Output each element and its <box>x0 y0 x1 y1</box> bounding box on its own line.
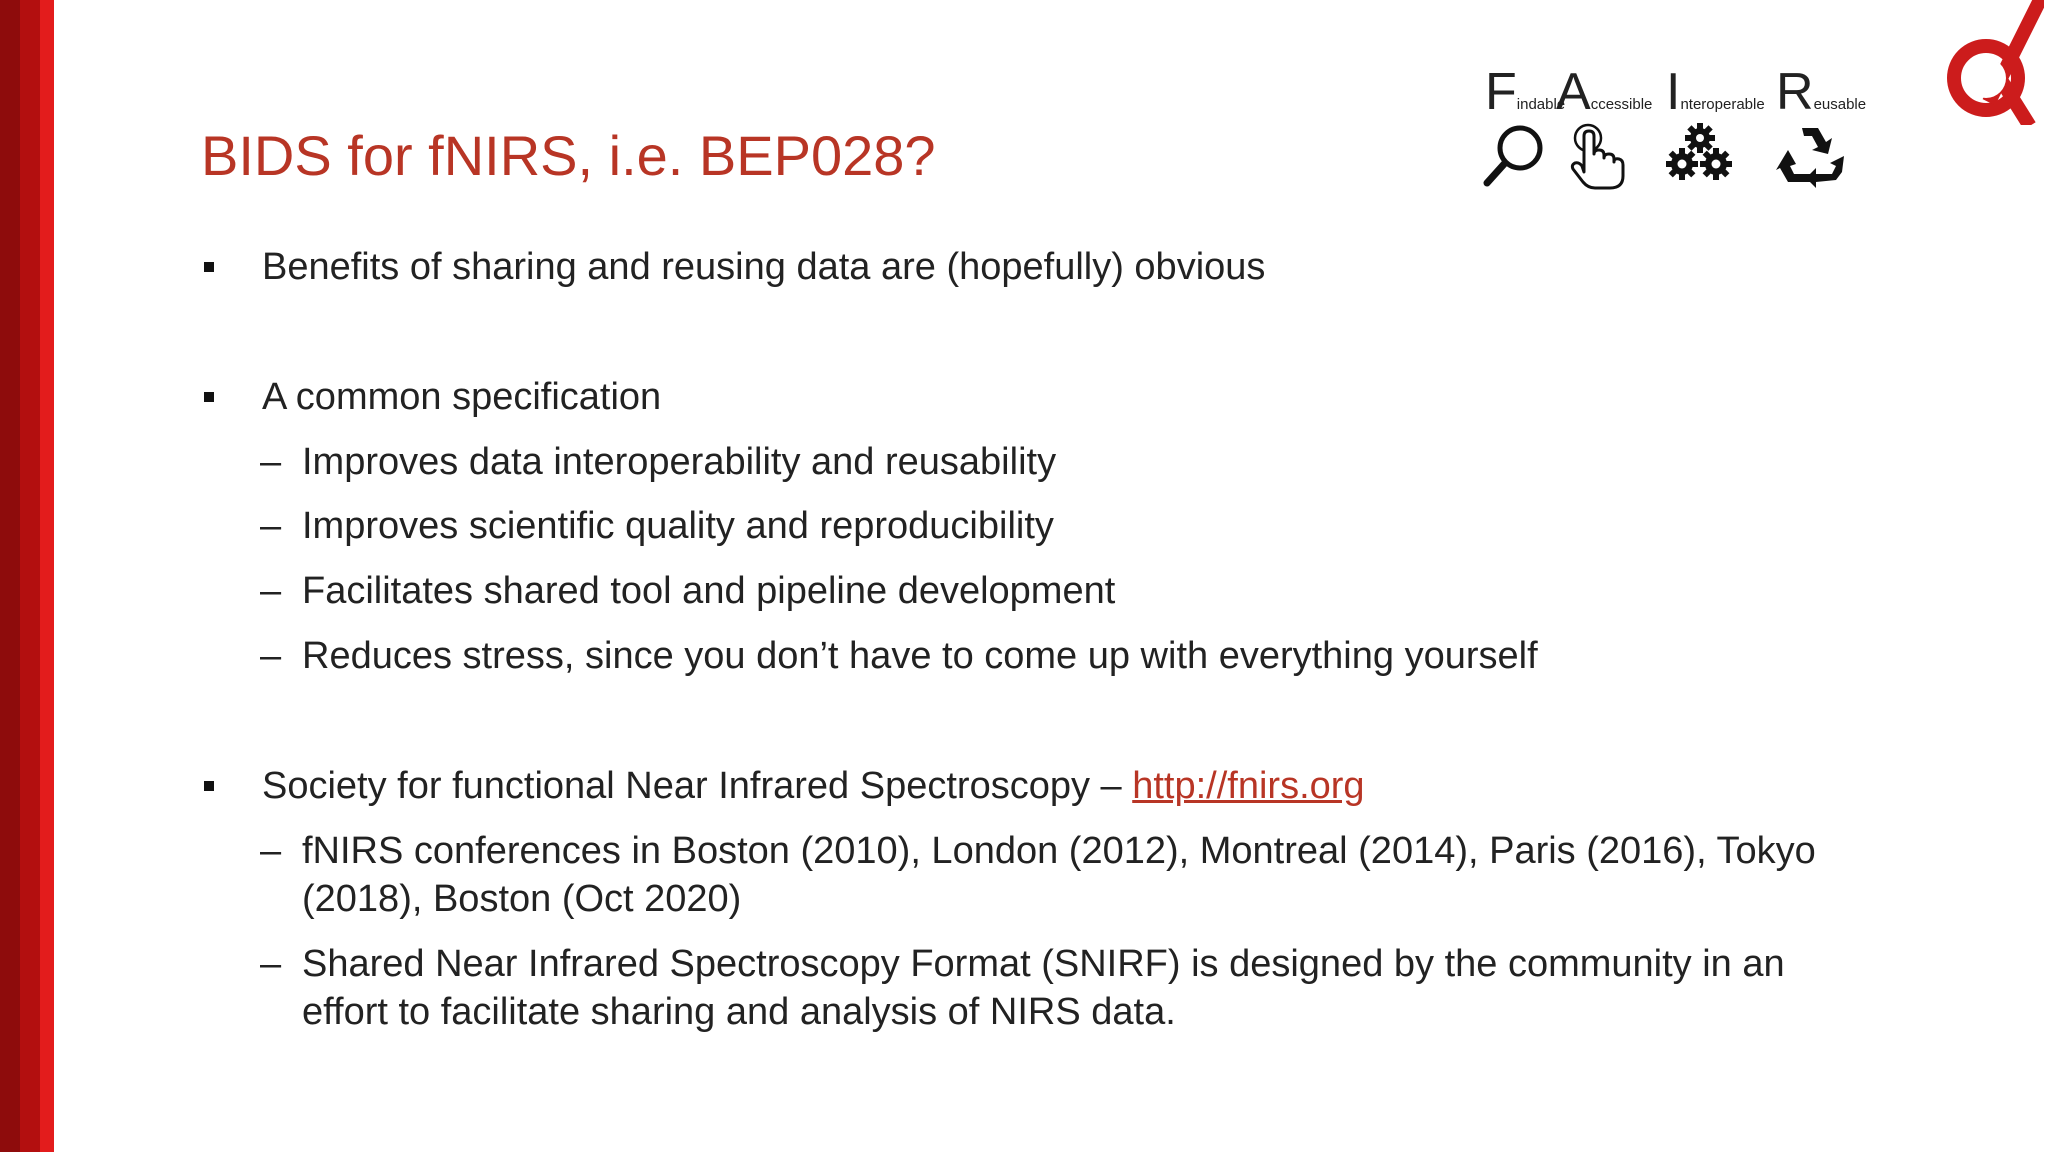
bullet-benefits <box>262 243 1265 291</box>
left-bar-light <box>40 0 54 1152</box>
fair-reusable <box>1776 62 1866 122</box>
bullet-benefits-text: Benefits of sharing and reusing data are (hopefully) obvious <box>262 246 1266 288</box>
fair-interoperable <box>1666 62 1765 122</box>
fair-accessible <box>1556 62 1652 122</box>
bullet-society <box>262 762 1365 810</box>
sub-bullet-text: (2018), Boston (Oct 2020) <box>302 878 742 920</box>
fair-findable <box>1485 62 1565 122</box>
sub-bullet-conferences <box>260 827 1816 875</box>
fair-findable-letter: F <box>1485 63 1517 121</box>
bullet-society-text: Society for functional Near Infrared Spectroscopy – <box>262 765 1133 807</box>
sub-bullet-quality <box>260 502 1054 550</box>
sub-bullet-tools <box>260 567 1116 615</box>
left-bar-mid <box>20 0 40 1152</box>
dash-marker: – <box>260 570 282 612</box>
sub-bullet-text: Improves scientific quality and reproducibility <box>302 505 1054 547</box>
bullet-common-spec <box>262 373 661 421</box>
sub-bullet-text: Shared Near Infrared Spectroscopy Format (SNIRF) is designed by the community in an <box>302 943 1785 985</box>
sub-bullet-snirf-cont <box>302 988 1176 1036</box>
dash-marker: – <box>260 505 282 547</box>
fair-interoperable-letter: I <box>1666 63 1681 121</box>
fair-interoperable-rest: nteroperable <box>1680 96 1765 113</box>
sub-bullet-text: Reduces stress, since you don’t have to come up with everything yourself <box>302 635 1538 677</box>
sub-bullet-stress <box>260 632 1538 680</box>
sub-bullet-text: Facilitates shared tool and pipeline development <box>302 570 1116 612</box>
sub-bullet-text: Improves data interoperability and reusability <box>302 441 1057 483</box>
pointing-hand-icon <box>1562 120 1634 192</box>
sub-bullet-interoperability <box>260 438 1057 486</box>
dash-marker: – <box>260 830 282 872</box>
bullet-marker <box>204 781 214 791</box>
sub-bullet-text: effort to facilitate sharing and analysis of NIRS data. <box>302 991 1176 1033</box>
fair-reusable-rest: eusable <box>1813 96 1867 113</box>
dash-marker: – <box>260 635 282 677</box>
sub-bullet-conferences-cont <box>302 875 741 923</box>
fair-reusable-letter: R <box>1776 63 1814 121</box>
left-bar-dark <box>0 0 20 1152</box>
magnifier-icon <box>1480 120 1552 192</box>
fair-findable-rest: indable <box>1516 96 1566 113</box>
dash-marker: – <box>260 441 282 483</box>
fair-accessible-letter: A <box>1556 63 1591 121</box>
alpha-logo-icon <box>1934 0 2044 125</box>
dash-marker: – <box>260 943 282 985</box>
bullet-marker <box>204 392 214 402</box>
fnirs-link[interactable]: http://fnirs.org <box>1132 765 1365 807</box>
fair-graphic <box>1480 62 1880 202</box>
sub-bullet-text: fNIRS conferences in Boston (2010), London (2012), Montreal (2014), Paris (2016), Tokyo <box>302 830 1816 872</box>
sub-bullet-snirf <box>260 940 1785 988</box>
slide-title: BIDS for fNIRS, i.e. BEP028? <box>201 124 936 187</box>
gears-icon <box>1664 120 1736 192</box>
fair-accessible-rest: ccessible <box>1590 96 1653 113</box>
recycle-icon <box>1774 120 1846 192</box>
bullet-common-spec-text: A common specification <box>262 376 662 418</box>
bullet-marker <box>204 262 214 272</box>
